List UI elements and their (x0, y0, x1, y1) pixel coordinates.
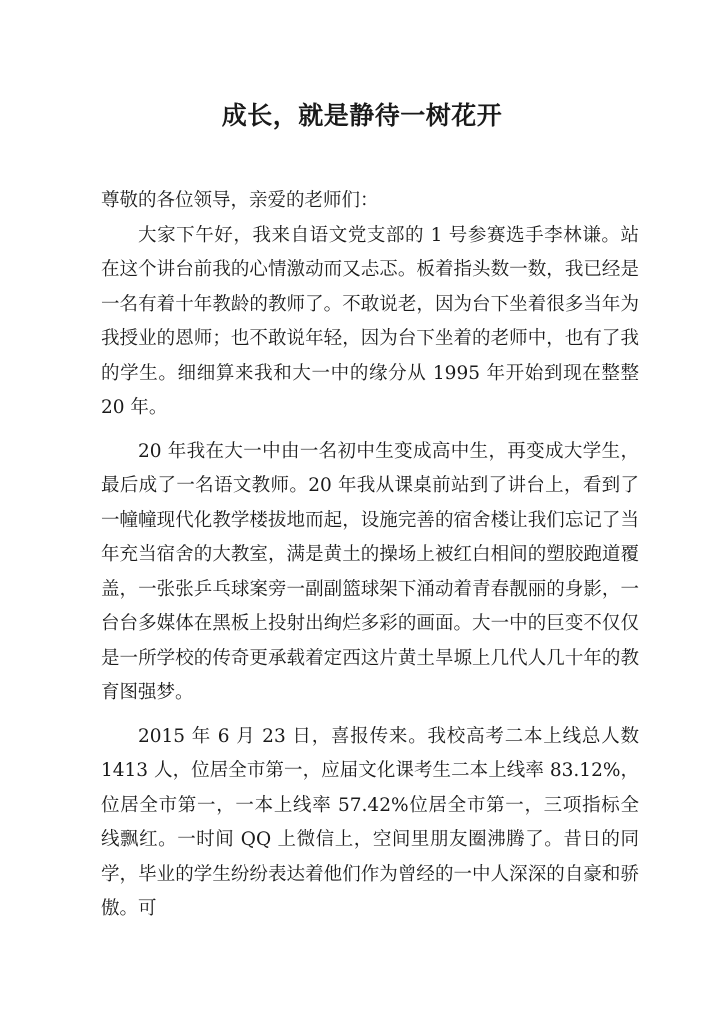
document-title: 成长，就是静待一树花开 (221, 101, 503, 130)
greeting-line: 尊敬的各位领导，亲爱的老师们： (101, 190, 379, 211)
paragraph-1: 大家下午好，我来自语文党支部的 1 号参赛选手李林谦。站在这个讲台前我的心情激动而又忐忑。板着指头数一数，我已经是一名有着十年教龄的教师了。不敢说老，因为台下坐着很多当年为我授业的恩师；也不敢说年轻，因为台下坐着的老师中，也有了我的学生。细细算来我和大一中的缘分从 1995 年开始到现在整整 20 年。 (101, 224, 639, 418)
document-body (101, 184, 639, 927)
paragraph-3: 2015 年 6 月 23 日，喜报传来。我校高考二本上线总人数 1413 人，位居全市第一，应届文化课考生二本上线率 83.12%，位居全市第一，一本上线率 57.42%位居全市第一，三项指标全线飘红。一时间 QQ 上微信上，空间里朋友圈沸腾了。昔日的同学，毕业的学生纷纷表达着他们作为曾经的一中人深深的自豪和骄傲。可 (101, 725, 639, 919)
paragraph-2: 20 年我在大一中由一名初中生变成高中生，再变成大学生，最后成了一名语文教师。20 年我从课桌前站到了讲台上，看到了一幢幢现代化教学楼拔地而起，设施完善的宿舍楼让我们忘记了当年充当宿舍的大教室，满是黄土的操场上被红白相间的塑胶跑道覆盖，一张张乒乓球案旁一副副篮球架下涌动着青春靓丽的身影，一台台多媒体在黑板上投射出绚烂多彩的画面。大一中的巨变不仅仅是一所学校的传奇更承载着定西这片黄土旱塬上几代人几十年的教育图强梦。 (101, 440, 639, 703)
